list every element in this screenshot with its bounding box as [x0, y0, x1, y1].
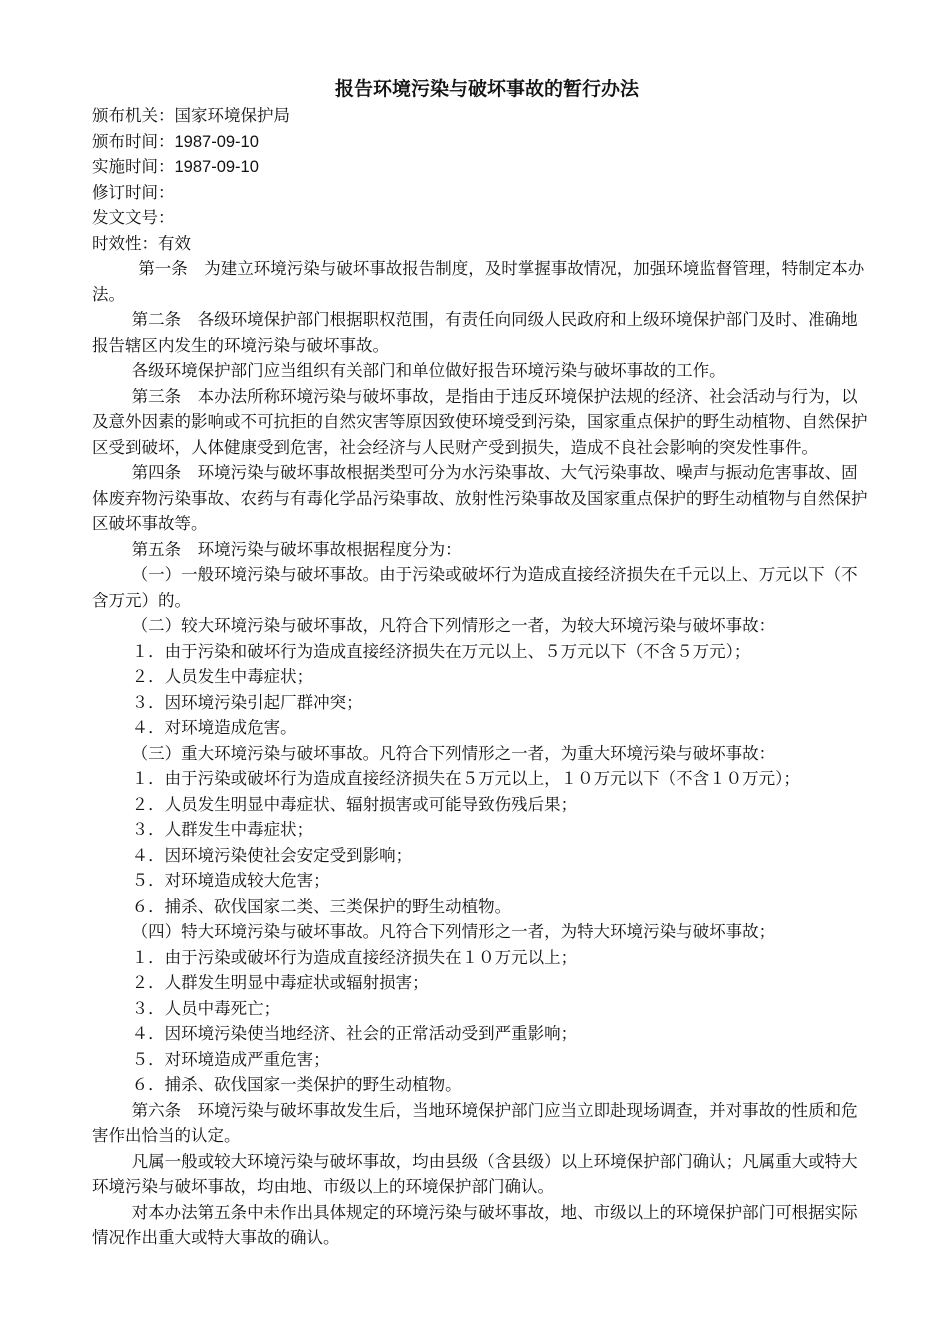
meta-issue-date-value: 1987-09-10	[174, 132, 259, 151]
meta-document-number-label: 发文文号：	[92, 208, 175, 227]
meta-validity	[92, 231, 872, 257]
article-5-section-2-item: ３．因环境污染引起厂群冲突；	[131, 692, 363, 712]
meta-effective-date-value: 1987-09-10	[174, 158, 259, 176]
article-5-section-2: （二）较大环境污染与破坏事故，凡符合下列情形之一者，为较大环境污染与破坏事故：	[131, 616, 776, 635]
article-5-section-2-item: ４．对环境造成危害。	[131, 718, 297, 737]
meta-effective-date-label: 实施时间：	[92, 157, 175, 176]
article-6: 第六条 环境污染与破坏事故发生后，当地环境保护部门应当立即赴现场调查，并对事故的性质和危害作出恰当的认定。	[92, 1100, 858, 1145]
article-5-section-4-item: ２．人群发生明显中毒症状或辐射损害；	[131, 973, 429, 992]
document-page	[92, 75, 872, 1251]
document-meta	[92, 103, 872, 256]
article-2: 第二条 各级环境保护部门根据职权范围，有责任向同级人民政府和上级环境保护部门及时、准确地报告辖区内发生的环境污染与破坏事故。	[92, 310, 858, 355]
article-5-section-4-item: ５．对环境造成严重危害；	[131, 1049, 330, 1069]
article-5-section-3-item: ３．人群发生中毒症状；	[131, 820, 314, 839]
meta-issuer-label: 颁布机关：	[92, 106, 175, 125]
meta-revision-date	[92, 180, 872, 206]
article-5-section-4: （四）特大环境污染与破坏事故。凡符合下列情形之一者，为特大环境污染与破坏事故；	[131, 922, 776, 941]
article-5-section-2-item: ２．人员发生中毒症状；	[131, 667, 314, 686]
article-6-paragraph: 对本办法第五条中未作出具体规定的环境污染与破坏事故，地、市级以上的环境保护部门可根据实际情况作出重大或特大事故的确认。	[92, 1202, 858, 1247]
meta-issue-date	[92, 129, 872, 155]
article-5-section-4-item: ４．因环境污染使当地经济、社会的正常活动受到严重影响；	[131, 1024, 578, 1043]
meta-issuer	[92, 103, 872, 129]
article-5-section-4-item: ６．捕杀、砍伐国家一类保护的野生动植物。	[131, 1075, 462, 1094]
meta-validity-value: 有效	[158, 233, 191, 253]
article-5-section-3: （三）重大环境污染与破坏事故。凡符合下列情形之一者，为重大环境污染与破坏事故：	[131, 743, 776, 763]
meta-document-number	[92, 205, 872, 231]
meta-effective-date	[92, 154, 872, 180]
meta-revision-date-label: 修订时间：	[92, 182, 175, 202]
article-5-section-1: （一）一般环境污染与破坏事故。由于污染或破坏行为造成直接经济损失在千元以上、万元以下（不含万元）的。	[92, 565, 858, 610]
article-5-section-3-item: ４．因环境污染使社会安定受到影响；	[131, 845, 413, 865]
article-5-section-3-item: ６．捕杀、砍伐国家二类、三类保护的野生动植物。	[131, 896, 512, 916]
meta-issue-date-label: 颁布时间：	[92, 131, 175, 151]
article-5-section-3-item: ２．人员发生明显中毒症状、辐射损害或可能导致伤残后果；	[131, 794, 578, 814]
meta-issuer-value: 国家环境保护局	[174, 106, 290, 125]
article-4: 第四条 环境污染与破坏事故根据类型可分为水污染事故、大气污染事故、噪声与振动危害事故、固体废弃物污染事故、农药与有毒化学品污染事故、放射性污染事故及国家重点保护的野生动植物与自然保护区破坏事故等。	[92, 463, 868, 533]
article-5: 第五条 环境污染与破坏事故根据程度分为：	[131, 539, 462, 559]
article-1: 第一条 为建立环境污染与破坏事故报告制度，及时掌握事故情况，加强环境监督管理，特制定本办法。	[92, 259, 865, 304]
document-body	[92, 256, 872, 1251]
article-5-section-3-item: １．由于污染或破坏行为造成直接经济损失在５万元以上，１０万元以下（不含１０万元）；	[131, 769, 800, 788]
article-6-paragraph: 凡属一般或较大环境污染与破坏事故，均由县级（含县级）以上环境保护部门确认；凡属重大或特大环境污染与破坏事故，均由地、市级以上的环境保护部门确认。	[92, 1151, 858, 1196]
article-5-section-4-item: ３．人员中毒死亡；	[131, 998, 281, 1018]
article-3: 第三条 本办法所称环境污染与破坏事故，是指由于违反环境保护法规的经济、社会活动与行为，以及意外因素的影响或不可抗拒的自然灾害等原因致使环境受到污染，国家重点保护的野生动植物、自然保护区受到破坏，人体健康受到危害，社会经济与人民财产受到损失，造成不良社会影响的突发性事件。	[92, 386, 868, 457]
article-5-section-2-item: １．由于污染和破坏行为造成直接经济损失在万元以上、５万元以下（不含５万元）；	[131, 641, 751, 661]
article-2-paragraph: 各级环境保护部门应当组织有关部门和单位做好报告环境污染与破坏事故的工作。	[131, 361, 726, 380]
article-5-section-3-item: ５．对环境造成较大危害；	[131, 871, 330, 890]
document-title: 报告环境污染与破坏事故的暂行办法	[334, 78, 639, 100]
article-5-section-4-item: １．由于污染或破坏行为造成直接经济损失在１０万元以上；	[131, 947, 578, 967]
meta-validity-label: 时效性：	[92, 233, 158, 253]
